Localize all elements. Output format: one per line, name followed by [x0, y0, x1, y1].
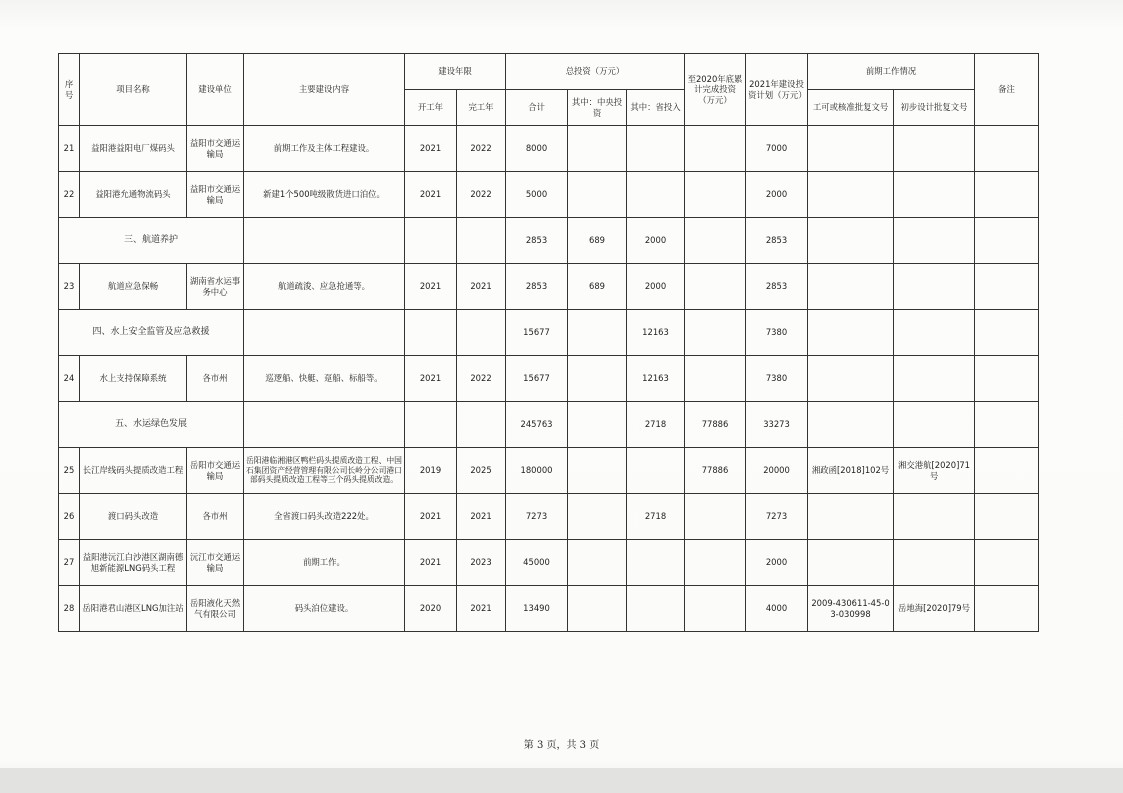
cell-plan2021: 2853 [746, 264, 808, 310]
cell-province: 12163 [627, 310, 685, 356]
cell-province [627, 172, 685, 218]
cell-unit: 岳阳液化天然气有限公司 [187, 586, 244, 632]
cell-plan2021: 33273 [746, 402, 808, 448]
cell-unit: 沅江市交通运输局 [187, 540, 244, 586]
cell-content [244, 310, 405, 356]
cell-total: 15677 [506, 310, 568, 356]
cell-central [568, 310, 627, 356]
cell-start: 2021 [405, 356, 457, 402]
cell-seq: 26 [59, 494, 80, 540]
cell-unit: 各市州 [187, 356, 244, 402]
section-title: 五、水运绿色发展 [59, 402, 244, 448]
cell-approval [808, 172, 894, 218]
cell-start: 2021 [405, 494, 457, 540]
cell-design [894, 264, 975, 310]
cell-end: 2021 [457, 494, 506, 540]
cell-central: 689 [568, 264, 627, 310]
cell-seq: 27 [59, 540, 80, 586]
cell-start: 2020 [405, 586, 457, 632]
table-row [59, 172, 1039, 218]
cell-total: 13490 [506, 586, 568, 632]
cell-design [894, 310, 975, 356]
cell-start [405, 402, 457, 448]
cell-plan2021: 20000 [746, 448, 808, 494]
table-row [59, 494, 1039, 540]
header-prework: 前期工作情况 [808, 54, 975, 90]
section-title: 四、水上安全监管及应急救援 [59, 310, 244, 356]
cell-design [894, 356, 975, 402]
cell-cumulative [685, 540, 746, 586]
cell-plan2021: 2853 [746, 218, 808, 264]
cell-design [894, 218, 975, 264]
cell-province: 2718 [627, 402, 685, 448]
cell-remark [975, 218, 1039, 264]
cell-cumulative [685, 264, 746, 310]
cell-end: 2021 [457, 264, 506, 310]
cell-province [627, 126, 685, 172]
cell-name: 水上支持保障系统 [80, 356, 187, 402]
cell-seq: 23 [59, 264, 80, 310]
cell-plan2021: 4000 [746, 586, 808, 632]
cell-unit: 各市州 [187, 494, 244, 540]
cell-end: 2025 [457, 448, 506, 494]
cell-province: 2000 [627, 264, 685, 310]
table-row [59, 356, 1039, 402]
cell-central [568, 540, 627, 586]
cell-content: 前期工作及主体工程建设。 [244, 126, 405, 172]
page-number: 第 3 页，共 3 页 [523, 740, 600, 751]
cell-unit: 岳阳市交通运输局 [187, 448, 244, 494]
cell-content: 航道疏浚、应急抢通等。 [244, 264, 405, 310]
cell-remark [975, 586, 1039, 632]
table-row [59, 540, 1039, 586]
header-remark: 备注 [975, 54, 1039, 126]
cell-province: 12163 [627, 356, 685, 402]
cell-central [568, 172, 627, 218]
header-cumulative: 至2020年底累计完成投资（万元） [685, 54, 746, 126]
cell-total: 2853 [506, 218, 568, 264]
cell-seq: 24 [59, 356, 80, 402]
cell-total: 15677 [506, 356, 568, 402]
cell-start: 2021 [405, 126, 457, 172]
cell-plan2021: 7273 [746, 494, 808, 540]
cell-plan2021: 7000 [746, 126, 808, 172]
cell-end: 2022 [457, 126, 506, 172]
cell-central [568, 494, 627, 540]
cell-start: 2021 [405, 540, 457, 586]
cell-name: 益阳港沅江白沙港区湖南德旭新能源LNG码头工程 [80, 540, 187, 586]
table-row [59, 126, 1039, 172]
header-years: 建设年限 [405, 54, 506, 90]
cell-approval [808, 356, 894, 402]
cell-cumulative [685, 356, 746, 402]
cell-cumulative [685, 218, 746, 264]
cell-remark [975, 448, 1039, 494]
cell-remark [975, 356, 1039, 402]
header-design: 初步设计批复文号 [894, 90, 975, 126]
cell-name: 益阳港益阳电厂煤码头 [80, 126, 187, 172]
cell-seq: 22 [59, 172, 80, 218]
cell-name: 航道应急保畅 [80, 264, 187, 310]
cell-name: 岳阳港君山港区LNG加注站 [80, 586, 187, 632]
cell-remark [975, 494, 1039, 540]
header-content: 主要建设内容 [244, 54, 405, 126]
cell-approval [808, 218, 894, 264]
cell-total: 8000 [506, 126, 568, 172]
cell-total: 5000 [506, 172, 568, 218]
cell-remark [975, 126, 1039, 172]
cell-end [457, 218, 506, 264]
header-total: 合计 [506, 90, 568, 126]
header-end: 完工年 [457, 90, 506, 126]
cell-province [627, 448, 685, 494]
table-row [59, 448, 1039, 494]
cell-remark [975, 402, 1039, 448]
cell-seq: 25 [59, 448, 80, 494]
cell-content: 码头泊位建设。 [244, 586, 405, 632]
section-row [59, 218, 1039, 264]
cell-total: 245763 [506, 402, 568, 448]
cell-end: 2023 [457, 540, 506, 586]
cell-approval [808, 494, 894, 540]
cell-central: 689 [568, 218, 627, 264]
header-unit: 建设单位 [187, 54, 244, 126]
cell-start: 2019 [405, 448, 457, 494]
cell-total: 45000 [506, 540, 568, 586]
cell-end: 2022 [457, 356, 506, 402]
cell-end: 2021 [457, 586, 506, 632]
cell-cumulative [685, 494, 746, 540]
cell-seq: 21 [59, 126, 80, 172]
cell-name: 渡口码头改造 [80, 494, 187, 540]
cell-design [894, 540, 975, 586]
cell-province: 2718 [627, 494, 685, 540]
cell-cumulative [685, 126, 746, 172]
cell-central [568, 586, 627, 632]
cell-approval [808, 310, 894, 356]
cell-cumulative [685, 310, 746, 356]
cell-unit: 益阳市交通运输局 [187, 172, 244, 218]
header-investment: 总投资（万元） [506, 54, 685, 90]
scan-edge [0, 768, 1123, 793]
cell-approval [808, 402, 894, 448]
cell-approval [808, 264, 894, 310]
cell-approval [808, 126, 894, 172]
cell-total: 180000 [506, 448, 568, 494]
cell-design [894, 402, 975, 448]
cell-plan2021: 2000 [746, 540, 808, 586]
cell-end [457, 402, 506, 448]
cell-start [405, 218, 457, 264]
section-row [59, 310, 1039, 356]
cell-remark [975, 540, 1039, 586]
cell-content: 全省渡口码头改造222处。 [244, 494, 405, 540]
cell-approval [808, 540, 894, 586]
section-title: 三、航道养护 [59, 218, 244, 264]
cell-end: 2022 [457, 172, 506, 218]
header-seq: 序号 [59, 54, 80, 126]
cell-content: 岳阳港临湘港区鸭栏码头提质改造工程、中国石集团资产经营管理有限公司长岭分公司港口部码头提质改造工程等三个码头提质改造。 [244, 448, 405, 494]
cell-central [568, 126, 627, 172]
header-province: 其中：省投入 [627, 90, 685, 126]
cell-plan2021: 7380 [746, 356, 808, 402]
cell-approval: 湘政函[2018]102号 [808, 448, 894, 494]
project-table [58, 53, 1039, 632]
cell-end [457, 310, 506, 356]
section-row [59, 402, 1039, 448]
cell-name: 长江岸线码头提质改造工程 [80, 448, 187, 494]
cell-province [627, 540, 685, 586]
cell-cumulative [685, 586, 746, 632]
cell-central [568, 402, 627, 448]
cell-design [894, 494, 975, 540]
cell-design [894, 126, 975, 172]
cell-content [244, 402, 405, 448]
cell-remark [975, 310, 1039, 356]
cell-design: 岳地海[2020]79号 [894, 586, 975, 632]
header-name: 项目名称 [80, 54, 187, 126]
table-row [59, 586, 1039, 632]
cell-start: 2021 [405, 172, 457, 218]
cell-design: 湘交港航[2020]71号 [894, 448, 975, 494]
cell-design [894, 172, 975, 218]
cell-central [568, 448, 627, 494]
cell-total: 2853 [506, 264, 568, 310]
cell-remark [975, 264, 1039, 310]
cell-cumulative [685, 172, 746, 218]
cell-start: 2021 [405, 264, 457, 310]
cell-cumulative: 77886 [685, 402, 746, 448]
cell-province: 2000 [627, 218, 685, 264]
cell-total: 7273 [506, 494, 568, 540]
cell-content: 新建1个500吨级散货进口泊位。 [244, 172, 405, 218]
cell-seq: 28 [59, 586, 80, 632]
header-plan2021: 2021年建设投资计划（万元） [746, 54, 808, 126]
cell-approval: 2009-430611-45-03-030998 [808, 586, 894, 632]
cell-cumulative: 77886 [685, 448, 746, 494]
cell-plan2021: 7380 [746, 310, 808, 356]
cell-name: 益阳港允通物流码头 [80, 172, 187, 218]
table-row [59, 264, 1039, 310]
cell-start [405, 310, 457, 356]
cell-unit: 湖南省水运事务中心 [187, 264, 244, 310]
cell-plan2021: 2000 [746, 172, 808, 218]
cell-remark [975, 172, 1039, 218]
cell-central [568, 356, 627, 402]
cell-unit: 益阳市交通运输局 [187, 126, 244, 172]
cell-content: 前期工作。 [244, 540, 405, 586]
cell-province [627, 586, 685, 632]
cell-content [244, 218, 405, 264]
header-central: 其中：中央投资 [568, 90, 627, 126]
header-start: 开工年 [405, 90, 457, 126]
header-approval: 工可或核准批复文号 [808, 90, 894, 126]
cell-content: 巡逻船、快艇、趸船、标船等。 [244, 356, 405, 402]
